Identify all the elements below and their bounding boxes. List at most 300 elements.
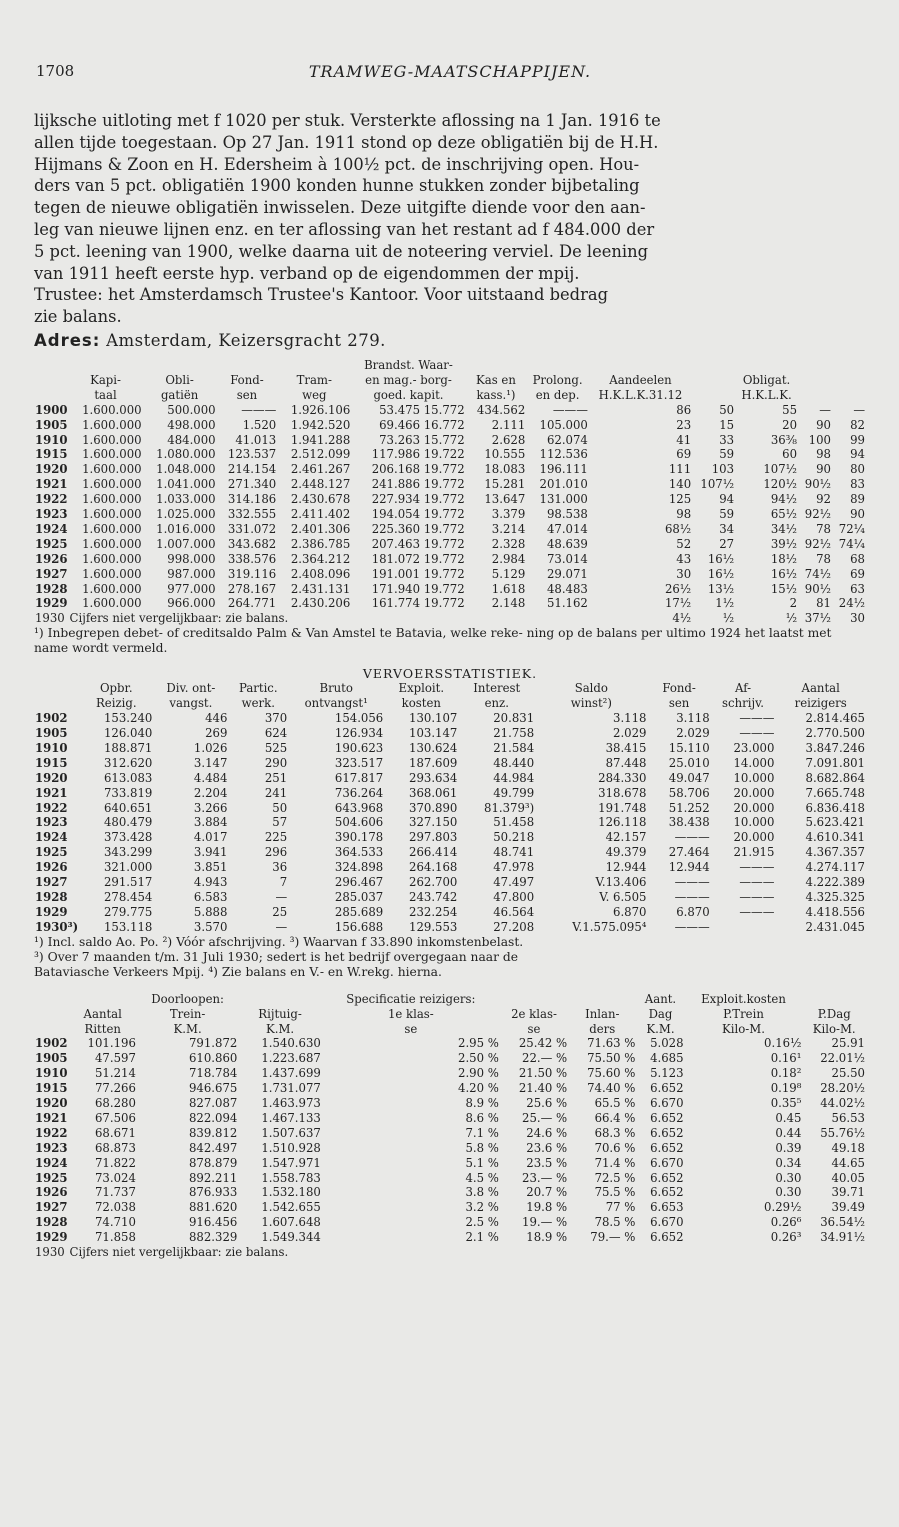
value-cell: 39.71: [831, 1185, 865, 1200]
value-cell: 1.600.000: [82, 477, 142, 492]
value-cell: 74¼: [838, 536, 865, 551]
value-cell: 47.497: [493, 875, 535, 890]
value-cell: 7: [279, 875, 288, 890]
header-cell: [34, 388, 69, 403]
value-cell: 296.467: [334, 875, 384, 890]
value-cell: 640.651: [103, 800, 153, 815]
value-cell: 0.16¹: [770, 1051, 802, 1066]
value-cell: 130.624: [409, 740, 458, 755]
header-cell: Interest: [473, 681, 521, 696]
value-cell: 10.555: [484, 447, 526, 462]
value-cell: 73.024: [94, 1170, 136, 1185]
table-row-1930: [34, 1245, 866, 1260]
year-cell: 1927: [35, 1200, 68, 1215]
value-cell: 57: [272, 815, 288, 830]
table-row: [34, 1171, 866, 1186]
value-cell: 36⅜: [770, 432, 798, 447]
value-cell: 36: [272, 860, 288, 875]
value-cell: 25.6 %: [526, 1096, 568, 1111]
value-cell: 34.91½: [820, 1230, 865, 1245]
value-cell: 390.178: [334, 830, 384, 845]
value-cell: 89: [850, 492, 865, 507]
value-cell: ———: [674, 875, 710, 890]
value-cell: 48.639: [546, 536, 588, 551]
header-cell: gatiën: [160, 387, 199, 402]
header-cell: vangst.: [169, 696, 213, 711]
header-cell: Saldo: [574, 681, 608, 696]
value-cell: 69.466 16.772: [379, 417, 465, 432]
value-cell: 2.814.465: [805, 711, 865, 726]
value-cell: 6.652: [650, 1110, 684, 1125]
value-cell: 131.000: [539, 492, 588, 507]
header-cell: weg: [302, 387, 327, 402]
value-cell: 7.091.801: [805, 755, 865, 770]
value-cell: 40.05: [831, 1170, 865, 1185]
table-row: [34, 786, 866, 801]
value-cell: 2.431.045: [805, 919, 865, 934]
value-cell: 8.9 %: [465, 1096, 499, 1111]
value-cell: 74.40 %: [587, 1081, 636, 1096]
header-cell: Doorloopen:: [151, 991, 224, 1006]
value-cell: 49.047: [668, 770, 710, 785]
header-cell: Brandst. Waar-: [364, 357, 453, 372]
value-cell: 79.— %: [590, 1230, 636, 1245]
value-cell: 25.— %: [522, 1110, 568, 1125]
value-cell: 2.148: [491, 596, 526, 611]
value-cell: 2.204: [193, 785, 228, 800]
value-cell: 0.29½: [764, 1200, 802, 1215]
header-cell: se: [527, 1021, 541, 1036]
header-cell: Af-: [734, 681, 752, 696]
value-cell: 2.90 %: [458, 1066, 499, 1081]
year-cell: 1900: [35, 402, 68, 417]
value-cell: 1.007.000: [156, 536, 216, 551]
value-cell: 2.512.099: [290, 447, 351, 462]
table-row: [34, 1096, 866, 1111]
value-cell: 48.440: [493, 755, 535, 770]
value-cell: 1.600.000: [82, 521, 142, 536]
value-cell: 53.475 15.772: [379, 402, 465, 417]
value-cell: 24½: [838, 596, 865, 611]
header-cell: Exploit.kosten: [701, 991, 786, 1006]
header-cell: [277, 358, 351, 373]
value-cell: 6.583: [193, 889, 228, 904]
value-cell: —: [275, 919, 288, 934]
page-number: 1708: [36, 62, 75, 80]
table-row: [34, 726, 866, 741]
value-cell: —: [853, 402, 865, 417]
value-cell: 153.240: [103, 711, 153, 726]
value-cell: 4½: [672, 611, 692, 626]
value-cell: 1.926.106: [290, 402, 351, 417]
table-row: [34, 552, 866, 567]
header-row: [34, 992, 866, 1007]
value-cell: 90½: [804, 477, 831, 492]
year-cell: 1926: [35, 1185, 68, 1200]
value-cell: 241: [264, 785, 288, 800]
value-cell: 2.430.678: [290, 492, 351, 507]
address-text: Amsterdam, Keizersgracht 279.: [106, 330, 386, 350]
header-cell: Opbr.: [99, 681, 133, 696]
header-cell: [798, 388, 832, 403]
value-cell: 73.014: [546, 551, 588, 566]
value-cell: 1.463.973: [261, 1096, 321, 1111]
running-header: [34, 60, 866, 90]
value-cell: 2.408.096: [290, 566, 351, 581]
value-cell: 1.547.971: [261, 1155, 321, 1170]
value-cell: 68½: [664, 521, 692, 536]
value-cell: 3.266: [193, 800, 228, 815]
value-cell: 324.898: [334, 860, 384, 875]
value-cell: 74.710: [94, 1215, 136, 1230]
value-cell: 55: [782, 402, 798, 417]
value-cell: V. 6.505: [599, 889, 647, 904]
value-cell: 4.418.556: [805, 904, 865, 919]
value-cell: 59: [719, 507, 735, 522]
header-cell: [34, 992, 69, 1007]
intro-line: van 1911 heeft eerste hyp. verband op de eigendommen der mpij.: [34, 263, 580, 283]
value-cell: 1.600.000: [82, 536, 142, 551]
year-cell: 1923: [35, 1140, 68, 1155]
table-row: [34, 875, 866, 890]
value-cell: 0.39: [775, 1140, 802, 1155]
value-cell: 86: [676, 402, 692, 417]
value-cell: 65.5 %: [594, 1096, 636, 1111]
table-row: [34, 433, 866, 448]
header-row: [34, 696, 866, 711]
table-row: [34, 537, 866, 552]
header-cell: [143, 358, 217, 373]
table-row: [34, 477, 866, 492]
value-cell: 4.484: [193, 770, 228, 785]
year-cell: 1924: [35, 1155, 68, 1170]
value-cell: 4.5 %: [465, 1170, 499, 1185]
value-cell: 225.360 19.772: [371, 521, 465, 536]
header-cell: [589, 358, 692, 373]
value-cell: 617.817: [334, 770, 384, 785]
header-cell: Aant.: [644, 991, 677, 1006]
value-cell: 125: [668, 492, 692, 507]
value-cell: 126.040: [103, 726, 153, 740]
value-cell: 4.274.117: [805, 860, 865, 875]
value-cell: 21.758: [493, 726, 535, 740]
value-cell: 71.737: [94, 1185, 136, 1200]
value-cell: 98: [676, 507, 692, 522]
header-cell: Aandeelen: [609, 372, 672, 387]
value-cell: 191.001 19.772: [371, 566, 465, 581]
year-cell: 1924: [35, 521, 68, 536]
value-cell: 68.280: [94, 1096, 136, 1111]
year-cell: 1921: [35, 1110, 68, 1125]
header-cell: taal: [94, 387, 117, 402]
value-cell: 3.147: [193, 755, 228, 770]
value-cell: 82: [850, 417, 865, 432]
value-cell: 269: [205, 726, 228, 740]
header-cell: [692, 358, 735, 373]
year-cell: 1910: [35, 432, 68, 447]
value-cell: 3.847.246: [805, 740, 865, 755]
header-cell: [34, 696, 79, 711]
value-cell: ———: [739, 711, 775, 726]
year-cell: 1905: [35, 1051, 68, 1066]
value-cell: 5.888: [193, 904, 228, 919]
value-cell: 49.18: [831, 1140, 865, 1155]
value-cell: 20.000: [733, 830, 775, 845]
value-cell: 791.872: [189, 1036, 238, 1051]
value-cell: 1.507.637: [261, 1125, 321, 1140]
value-cell: 38.438: [668, 815, 710, 830]
value-cell: 504.606: [334, 815, 384, 830]
value-cell: 373.428: [103, 830, 153, 845]
header-cell: [500, 992, 568, 1007]
value-cell: [711, 920, 776, 935]
header-cell: [69, 358, 143, 373]
value-cell: 69: [850, 566, 865, 581]
value-cell: 1.600.000: [82, 462, 142, 477]
value-cell: 25: [272, 904, 288, 919]
value-cell: 6.870: [676, 904, 710, 919]
value-cell: 129.553: [409, 919, 458, 934]
value-cell: 291.517: [103, 875, 153, 890]
table-row: [34, 890, 866, 905]
value-cell: 47.800: [493, 889, 535, 904]
table-row: [34, 1141, 866, 1156]
header-cell: Kas en: [476, 372, 516, 387]
year-cell: 1929: [35, 904, 68, 919]
value-cell: 1.600.000: [82, 507, 142, 522]
value-cell: 18½: [770, 551, 798, 566]
header-cell: Prolong.: [532, 372, 583, 387]
value-cell: 3.2 %: [465, 1200, 499, 1215]
value-cell: 4.222.389: [805, 875, 865, 890]
year-cell: 1927: [35, 875, 68, 890]
value-cell: 1.600.000: [82, 432, 142, 447]
value-cell: 15: [719, 417, 735, 432]
value-cell: 6.653: [650, 1200, 684, 1215]
value-cell: 49.799: [493, 785, 535, 800]
header-cell: P.Trein: [723, 1006, 764, 1021]
table-row: [34, 1156, 866, 1171]
value-cell: 71.63 %: [587, 1036, 636, 1051]
value-cell: 98: [816, 447, 831, 462]
value-cell: 50.218: [493, 830, 535, 845]
header-row: [34, 373, 866, 388]
value-cell: 111: [668, 462, 692, 477]
value-cell: 21.584: [493, 740, 535, 755]
header-cell: Dag: [648, 1006, 673, 1021]
header-cell: [692, 388, 735, 403]
value-cell: 6.652: [650, 1125, 684, 1140]
value-cell: 882.329: [189, 1230, 238, 1245]
value-cell: 1.558.783: [261, 1170, 321, 1185]
header-cell: Rijtuig-: [258, 1006, 302, 1021]
value-cell: 842.497: [189, 1140, 238, 1155]
year-cell: 1915: [35, 447, 68, 462]
header-cell: Aantal: [83, 1006, 122, 1021]
value-cell: 2.50 %: [458, 1051, 499, 1066]
value-cell: 0.18²: [770, 1066, 802, 1081]
table-row: [34, 447, 866, 462]
year-cell: 1928: [35, 581, 68, 596]
value-cell: 225: [264, 830, 288, 845]
header-cell: Obli-: [165, 372, 194, 387]
year-cell: 1930: [35, 1245, 65, 1260]
value-cell: 6.870: [613, 904, 647, 919]
table-row: [34, 582, 866, 597]
value-cell: 3.884: [193, 815, 228, 830]
header-cell: K.M.: [646, 1021, 675, 1036]
value-cell: 39½: [770, 536, 798, 551]
value-cell: 4.325.325: [805, 889, 865, 904]
year-cell: 1926: [35, 551, 68, 566]
value-cell: 6.652: [650, 1170, 684, 1185]
header-cell: enz.: [484, 696, 509, 711]
value-cell: 15½: [770, 581, 798, 596]
value-cell: 71.822: [94, 1155, 136, 1170]
table-row: [34, 1111, 866, 1126]
value-cell: 36.54½: [820, 1215, 865, 1230]
value-cell: 41.013: [235, 432, 277, 447]
value-cell: 1.437.699: [261, 1066, 321, 1081]
value-cell: 987.000: [167, 566, 216, 581]
value-cell: 643.968: [334, 800, 384, 815]
value-cell: 75.60 %: [587, 1066, 636, 1081]
year-cell: 1926: [35, 860, 68, 875]
value-cell: 94½: [770, 492, 798, 507]
value-cell: 2.111: [491, 417, 526, 432]
header-cell: goed. kapit.: [373, 387, 444, 402]
year-cell: 1922: [35, 1125, 68, 1140]
value-cell: 1.600.000: [82, 566, 142, 581]
value-cell: 1.026: [193, 740, 228, 755]
value-cell: 827.087: [189, 1096, 238, 1111]
intro-line: allen tijde toegestaan. Op 27 Jan. 1911 stond op deze obligatiën bij de H.H.: [34, 132, 659, 152]
value-cell: 364.533: [334, 845, 384, 860]
value-cell: 66.4 %: [594, 1110, 636, 1125]
header-cell: Kilo-M.: [722, 1021, 765, 1036]
value-cell: 4.610.341: [805, 830, 865, 845]
value-cell: 916.456: [189, 1215, 238, 1230]
value-cell: 22.01½: [820, 1051, 865, 1066]
value-cell: V.1.575.095⁴: [572, 919, 647, 934]
value-cell: 434.562: [476, 402, 526, 417]
value-cell: 74½: [804, 566, 831, 581]
value-cell: 271.340: [227, 477, 277, 492]
year-cell: 1923: [35, 815, 68, 830]
value-cell: 20.000: [733, 785, 775, 800]
year-cell: 1905: [35, 417, 68, 432]
value-cell: 190.623: [334, 740, 384, 755]
value-cell: 10.000: [733, 770, 775, 785]
value-cell: 14.000: [733, 755, 775, 770]
value-cell: 98.538: [546, 507, 588, 522]
value-cell: 284.330: [598, 770, 647, 785]
value-cell: 191.748: [598, 800, 647, 815]
header-cell: [69, 992, 137, 1007]
value-cell: 68: [850, 551, 865, 566]
value-cell: 12.944: [605, 860, 647, 875]
value-cell: 52: [676, 536, 692, 551]
vervoer-section: [34, 666, 866, 979]
value-cell: 187.609: [409, 755, 458, 770]
value-cell: 321.000: [103, 860, 153, 875]
value-cell: 29.071: [546, 566, 588, 581]
value-cell: 75.50 %: [587, 1051, 636, 1066]
header-cell: winst²): [570, 696, 612, 711]
header-cell: [217, 358, 278, 373]
year-cell: 1920: [35, 770, 68, 785]
value-cell: 1.467.133: [261, 1110, 321, 1125]
header-row: [34, 358, 866, 373]
value-cell: 6.670: [650, 1155, 684, 1170]
header-cell: ontvangst¹: [304, 696, 368, 711]
header-cell: Aantal: [801, 681, 840, 696]
value-cell: 87.448: [605, 755, 647, 770]
value-cell: 314.186: [227, 492, 277, 507]
address-line: [34, 331, 866, 350]
year-cell: 1910: [35, 1066, 68, 1081]
value-cell: 21.40 %: [518, 1081, 568, 1096]
value-cell: 201.010: [539, 477, 588, 492]
value-cell: 251: [264, 770, 288, 785]
intro-line: tegen de nieuwe obligatiën inwisselen. Deze uitgifte diende voor den aan-: [34, 198, 646, 218]
value-cell: ½: [785, 611, 798, 626]
value-cell: 130.107: [409, 711, 458, 726]
value-cell: 500.000: [167, 402, 216, 417]
value-cell: 59: [719, 447, 735, 462]
value-cell: 0.30: [775, 1185, 802, 1200]
table-row: [34, 756, 866, 771]
value-cell: 81.379³): [484, 800, 535, 815]
value-cell: 33: [719, 432, 735, 447]
value-cell: 5.623.421: [805, 815, 865, 830]
value-cell: 117.986 19.722: [371, 447, 465, 462]
value-cell: 0.44: [775, 1125, 802, 1140]
value-cell: 2.411.402: [290, 507, 351, 522]
value-cell: 1.731.077: [261, 1081, 321, 1096]
value-cell: 171.940 19.772: [371, 581, 465, 596]
header-cell: [34, 1022, 69, 1037]
value-cell: ———: [739, 889, 775, 904]
value-cell: 16½: [707, 551, 735, 566]
value-cell: 126.118: [598, 815, 647, 830]
table-row: [34, 830, 866, 845]
value-cell: 312.620: [103, 755, 153, 770]
year-cell: 1925: [35, 1170, 68, 1185]
value-cell: 331.072: [227, 521, 277, 536]
value-cell: 2.1 %: [465, 1230, 499, 1245]
value-cell: 2.029: [613, 726, 647, 740]
value-cell: 30: [850, 611, 865, 626]
value-cell: 4.017: [193, 830, 228, 845]
intro-line: leg van nieuwe lijnen enz. en ter aflossing van het restant ad f 484.000 der: [34, 219, 655, 239]
value-cell: 24.6 %: [526, 1125, 568, 1140]
table-row: [34, 492, 866, 507]
value-cell: 99: [850, 432, 865, 447]
value-cell: 0.45: [775, 1110, 802, 1125]
header-cell: se: [404, 1021, 418, 1036]
value-cell: 126.934: [334, 726, 384, 740]
intro-paragraph: [34, 110, 866, 328]
value-cell: 4.685: [650, 1051, 684, 1066]
value-cell: 21.50 %: [518, 1066, 568, 1081]
value-cell: 736.264: [334, 785, 384, 800]
header-cell: [692, 373, 735, 388]
value-cell: 5.129: [491, 566, 526, 581]
value-cell: 23.— %: [522, 1170, 568, 1185]
value-cell: 214.154: [227, 462, 277, 477]
value-cell: 1.048.000: [156, 462, 216, 477]
